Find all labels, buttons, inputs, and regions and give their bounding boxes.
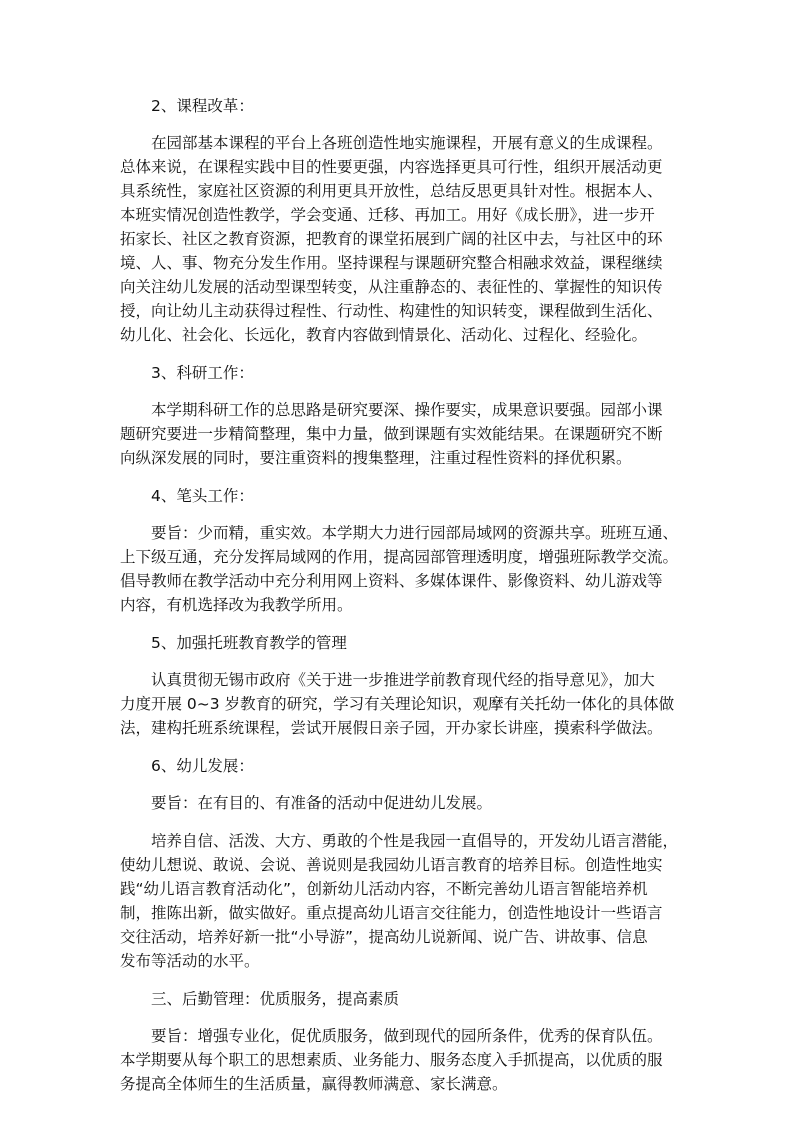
text-line: 具系统性，家庭社区资源的利用更具开放性，总结反思更具针对性。根据本人、: [120, 182, 663, 200]
text-line: 题研究要进一步精简整理，集中力量，做到课题有实效能结果。在课题研究不断: [120, 425, 663, 443]
text-line: 培养自信、活泼、大方、勇敢的个性是我园一直倡导的，开发幼儿语言潜能，: [151, 832, 679, 850]
paragraph-research-work: [120, 398, 686, 470]
text-line: 总体来说，在课程实践中目的性要更强，内容选择更具可行性，组织开展活动更: [120, 158, 663, 176]
text-line: 内容，有机选择改为我教学所用。: [120, 596, 353, 614]
text-line: 要旨：少而精，重实效。本学期大力进行园部局域网的资源共享。班班互通、: [151, 524, 679, 542]
paragraph-child-development-aim: [120, 791, 686, 815]
paragraph-child-development-detail: [120, 829, 686, 973]
text-line: 幼儿化、社会化、长远化，教育内容做到情景化、活动化、过程化、经验化。: [120, 326, 648, 344]
text-line: 务提高全体师生的生活质量，赢得教师满意、家长满意。: [120, 1075, 508, 1093]
text-line: 认真贯彻无锡市政府《关于进一步推进学前教育现代经的指导意见》，加大: [151, 671, 655, 689]
text-line: 向关注幼儿发展的活动型课型转变，从注重静态的、表征性的、掌握性的知识传: [120, 278, 663, 296]
paragraph-logistics-management: [120, 1024, 686, 1096]
text-line: 授，向让幼儿主动获得过程性、行动性、构建性的知识转变，课程做到生活化、: [120, 302, 663, 320]
text-line: 践“幼儿语言教育活动化”，创新幼儿活动内容，不断完善幼儿语言智能培养机: [120, 880, 648, 898]
text-line: 要旨：增强专业化，促优质服务，做到现代的园所条件，优秀的保育队伍。: [151, 1027, 663, 1045]
text-line: 在园部基本课程的平台上各班创造性地实施课程，开展有意义的生成课程。: [151, 134, 663, 152]
section-heading-research-work: 3、科研工作：: [151, 364, 254, 382]
text-line: 要旨：在有目的、有准备的活动中促进幼儿发展。: [151, 794, 493, 812]
text-line: 制，推陈出新，做实做好。重点提高幼儿语言交往能力，创造性地设计一些语言: [120, 904, 663, 922]
text-line: 拓家长、社区之教育资源，把教育的课堂拓展到广阔的社区中去，与社区中的环: [120, 230, 663, 248]
paragraph-curriculum-reform: [120, 131, 686, 347]
text-line: 力度开展 0~3 岁教育的研究，学习有关理论知识，观摩有关托幼一体化的具体做: [120, 695, 675, 713]
text-line: 上下级互通，充分发挥局域网的作用，提高园部管理透明度，增强班际教学交流。: [120, 548, 679, 566]
text-line: 倡导教师在教学活动中充分利用网上资料、多媒体课件、影像资料、幼儿游戏等: [120, 572, 663, 590]
document-body: [120, 94, 686, 1096]
text-line: 交往活动，培养好新一批“小导游”，提高幼儿说新闻、说广告、讲故事、信息: [120, 928, 648, 946]
text-line: 本学期要从每个职工的思想素质、业务能力、服务态度入手抓提高，以优质的服: [120, 1051, 663, 1069]
text-line: 法，建构托班系统课程，尝试开展假日亲子园，开办家长讲座，摸索科学做法。: [120, 719, 663, 737]
section-heading-writing-work: 4、笔头工作：: [151, 487, 254, 505]
section-heading-logistics-management: 三、后勤管理：优质服务，提高素质: [151, 990, 400, 1008]
paragraph-nursery-management: [120, 668, 686, 740]
section-heading-nursery-management: 5、加强托班教育教学的管理: [151, 634, 347, 652]
section-heading-child-development: 6、幼儿发展：: [151, 757, 254, 775]
paragraph-writing-work: [120, 521, 686, 617]
text-line: 本学期科研工作的总思路是研究要深、操作要实，成果意识要强。园部小课: [151, 401, 663, 419]
text-line: 使幼儿想说、敢说、会说、善说则是我园幼儿语言教育的培养目标。创造性地实: [120, 856, 663, 874]
section-heading-curriculum-reform: 2、课程改革：: [151, 97, 254, 115]
text-line: 境、人、事、物充分发生作用。坚持课程与课题研究整合相融求效益，课程继续: [120, 254, 663, 272]
text-line: 向纵深发展的同时，要注重资料的搜集整理，注重过程性资料的择优积累。: [120, 449, 632, 467]
text-line: 本班实情况创造性教学，学会变通、迁移、再加工。用好《成长册》，进一步开: [120, 206, 655, 224]
text-line: 发布等活动的水平。: [120, 952, 260, 970]
